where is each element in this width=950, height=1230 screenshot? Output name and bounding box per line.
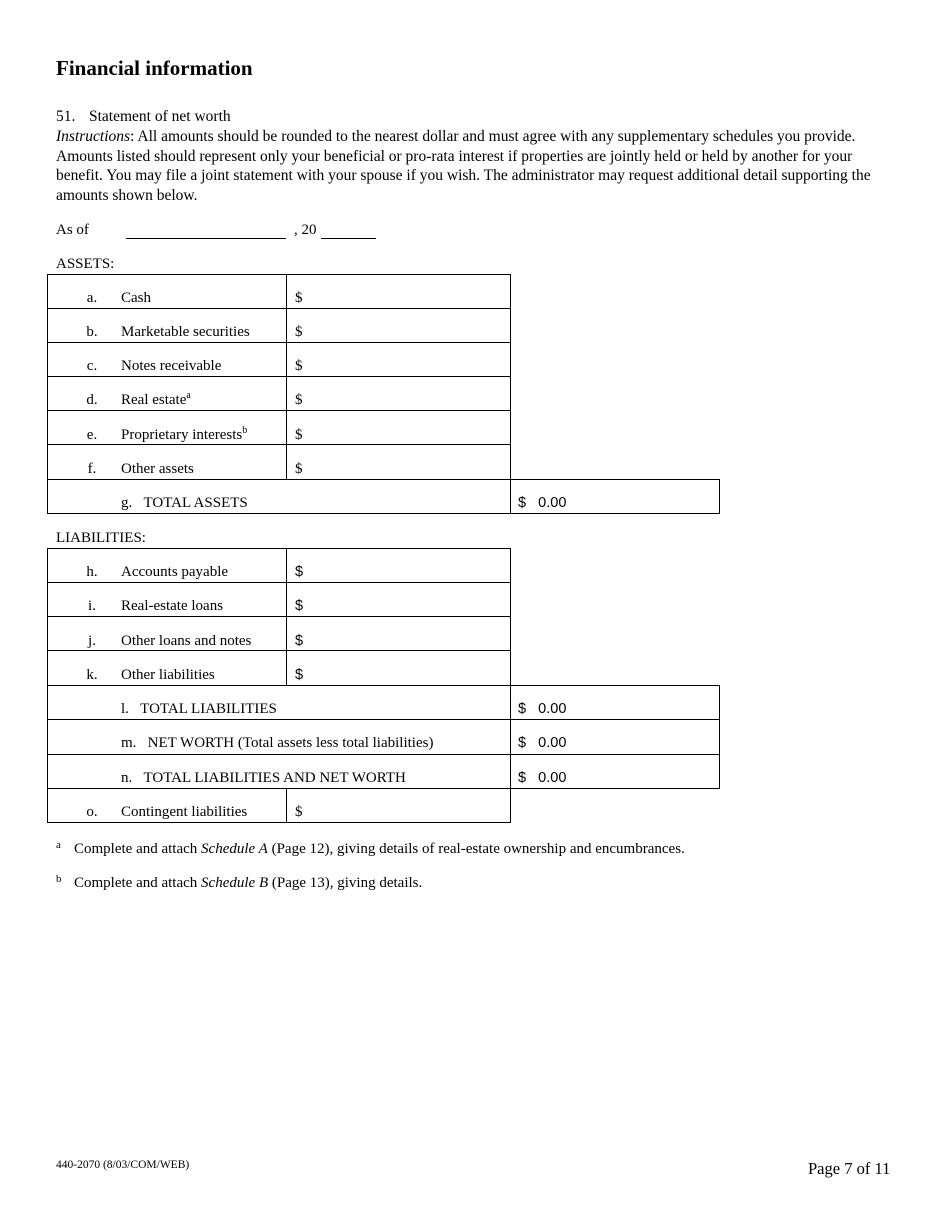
cash-amount-field[interactable]: $ xyxy=(295,290,303,306)
year-prefix: , 20 xyxy=(294,222,317,238)
page-number: Page 7 of 11 xyxy=(808,1159,891,1178)
section-label: Statement of net worth xyxy=(89,108,231,125)
row-label-real-estate xyxy=(121,392,191,409)
net-worth-label xyxy=(121,735,433,752)
proprietary-interests-amount-field[interactable]: $ xyxy=(295,427,303,443)
label-text: TOTAL LIABILITIES AND NET WORTH xyxy=(143,770,406,786)
row-label-real-estate-loans: Real-estate loans xyxy=(121,598,224,614)
amount: 0.00 xyxy=(538,495,567,511)
footnote-b xyxy=(56,873,422,892)
amount: 0.00 xyxy=(538,770,567,786)
row-label-notes-receivable: Notes receivable xyxy=(121,358,222,374)
amount: 0.00 xyxy=(538,735,567,751)
currency-sign: $ xyxy=(518,735,527,751)
currency-sign: $ xyxy=(518,495,527,511)
total-assets-label xyxy=(121,495,248,512)
marketable-securities-amount-field[interactable]: $ xyxy=(295,324,303,340)
total-liabilities-value xyxy=(518,701,566,717)
footnote-a xyxy=(56,839,685,858)
contingent-liabilities-row xyxy=(47,788,511,823)
row-divider xyxy=(47,548,510,583)
total-liabilities-label xyxy=(121,701,277,718)
section-number: 51. xyxy=(56,108,76,125)
contingent-column-divider xyxy=(286,788,287,823)
instructions xyxy=(56,127,896,205)
form-id: 440-2070 (8/03/COM/WEB) xyxy=(56,1159,190,1171)
label-text: NET WORTH (Total assets less total liabilities) xyxy=(147,735,434,751)
net-worth-value xyxy=(518,735,566,751)
row-divider xyxy=(47,616,510,651)
footnote-mark: a xyxy=(56,839,61,851)
row-letter: c. xyxy=(86,358,98,374)
footnote-mark: b xyxy=(56,873,62,885)
accounts-payable-amount-field[interactable]: $ xyxy=(295,564,304,580)
as-of-year-field[interactable] xyxy=(321,222,376,239)
total-liabilities-and-net-worth-value xyxy=(518,770,566,786)
liabilities-heading: LIABILITIES: xyxy=(56,530,146,546)
notes-receivable-amount-field[interactable]: $ xyxy=(295,358,303,374)
label-text: Proprietary interests xyxy=(121,427,243,443)
footnote-text: Complete and attach xyxy=(74,875,202,891)
row-divider xyxy=(47,376,510,411)
row-label-other-liabilities: Other liabilities xyxy=(121,667,215,683)
total-liabilities-and-net-worth-label xyxy=(121,770,406,787)
other-loans-amount-field[interactable]: $ xyxy=(295,633,304,649)
row-label-marketable-securities: Marketable securities xyxy=(121,324,250,340)
row-letter: a. xyxy=(86,290,98,306)
footnote-text: (Page 12), giving details of real-estate ownership and encumbrances. xyxy=(267,841,685,857)
row-letter: h. xyxy=(86,564,98,580)
row-divider xyxy=(47,308,510,343)
footnote-text: (Page 13), giving details. xyxy=(268,875,423,891)
label-text: TOTAL ASSETS xyxy=(143,495,248,511)
row-letter: m. xyxy=(121,735,137,751)
row-label-proprietary-interests xyxy=(121,427,247,444)
row-letter: e. xyxy=(86,427,98,443)
amount: 0.00 xyxy=(538,701,567,717)
row-letter: i. xyxy=(88,598,96,614)
other-assets-amount-field[interactable]: $ xyxy=(295,461,303,477)
row-letter: d. xyxy=(86,392,98,408)
row-letter: o. xyxy=(86,804,98,820)
row-label-cash: Cash xyxy=(121,290,151,306)
assets-heading: ASSETS: xyxy=(56,256,115,272)
footnote-text: Complete and attach xyxy=(74,841,202,857)
footnote-ref: b xyxy=(242,425,248,436)
contingent-liabilities-amount-field[interactable]: $ xyxy=(295,804,303,820)
currency-sign: $ xyxy=(518,701,527,717)
row-letter: k. xyxy=(86,667,98,683)
page-title: Financial information xyxy=(56,56,253,80)
row-divider xyxy=(47,582,510,617)
real-estate-amount-field[interactable]: $ xyxy=(295,392,303,408)
row-letter: g. xyxy=(121,495,133,511)
row-divider xyxy=(47,342,510,377)
instructions-text: : All amounts should be rounded to the nearest dollar and must agree with any supplementary schedules you provide. Amounts listed should represent only your beneficial or pro-rata interest if properties are jointly held or held by another for your benefit. You may file a joint statement with your spouse if you wish. The administrator may request additional detail supporting the amounts shown below. xyxy=(56,128,871,204)
row-label-accounts-payable: Accounts payable xyxy=(121,564,229,580)
row-divider xyxy=(47,274,510,309)
as-of-label: As of xyxy=(56,222,89,238)
schedule-name: Schedule B xyxy=(201,875,269,891)
label-text: Real estate xyxy=(121,392,187,408)
as-of-date-field[interactable] xyxy=(126,222,286,239)
footnote-ref: a xyxy=(186,390,191,401)
row-letter: f. xyxy=(87,461,97,477)
row-divider xyxy=(47,410,510,445)
row-letter: j. xyxy=(88,633,96,649)
label-text: TOTAL LIABILITIES xyxy=(140,701,277,717)
other-liabilities-amount-field[interactable]: $ xyxy=(295,667,304,683)
row-label-other-loans-and-notes: Other loans and notes xyxy=(121,633,252,649)
schedule-name: Schedule A xyxy=(201,841,268,857)
row-letter: n. xyxy=(121,770,133,786)
row-label-contingent-liabilities: Contingent liabilities xyxy=(121,804,248,820)
instructions-lead: Instructions xyxy=(56,128,131,145)
row-letter: b. xyxy=(86,324,98,340)
total-assets-value xyxy=(518,495,566,511)
section-heading xyxy=(56,108,231,126)
row-letter: l. xyxy=(121,701,129,717)
total-column-divider xyxy=(510,479,511,514)
real-estate-loans-amount-field[interactable]: $ xyxy=(295,598,304,614)
currency-sign: $ xyxy=(518,770,527,786)
row-label-other-assets: Other assets xyxy=(121,461,194,477)
